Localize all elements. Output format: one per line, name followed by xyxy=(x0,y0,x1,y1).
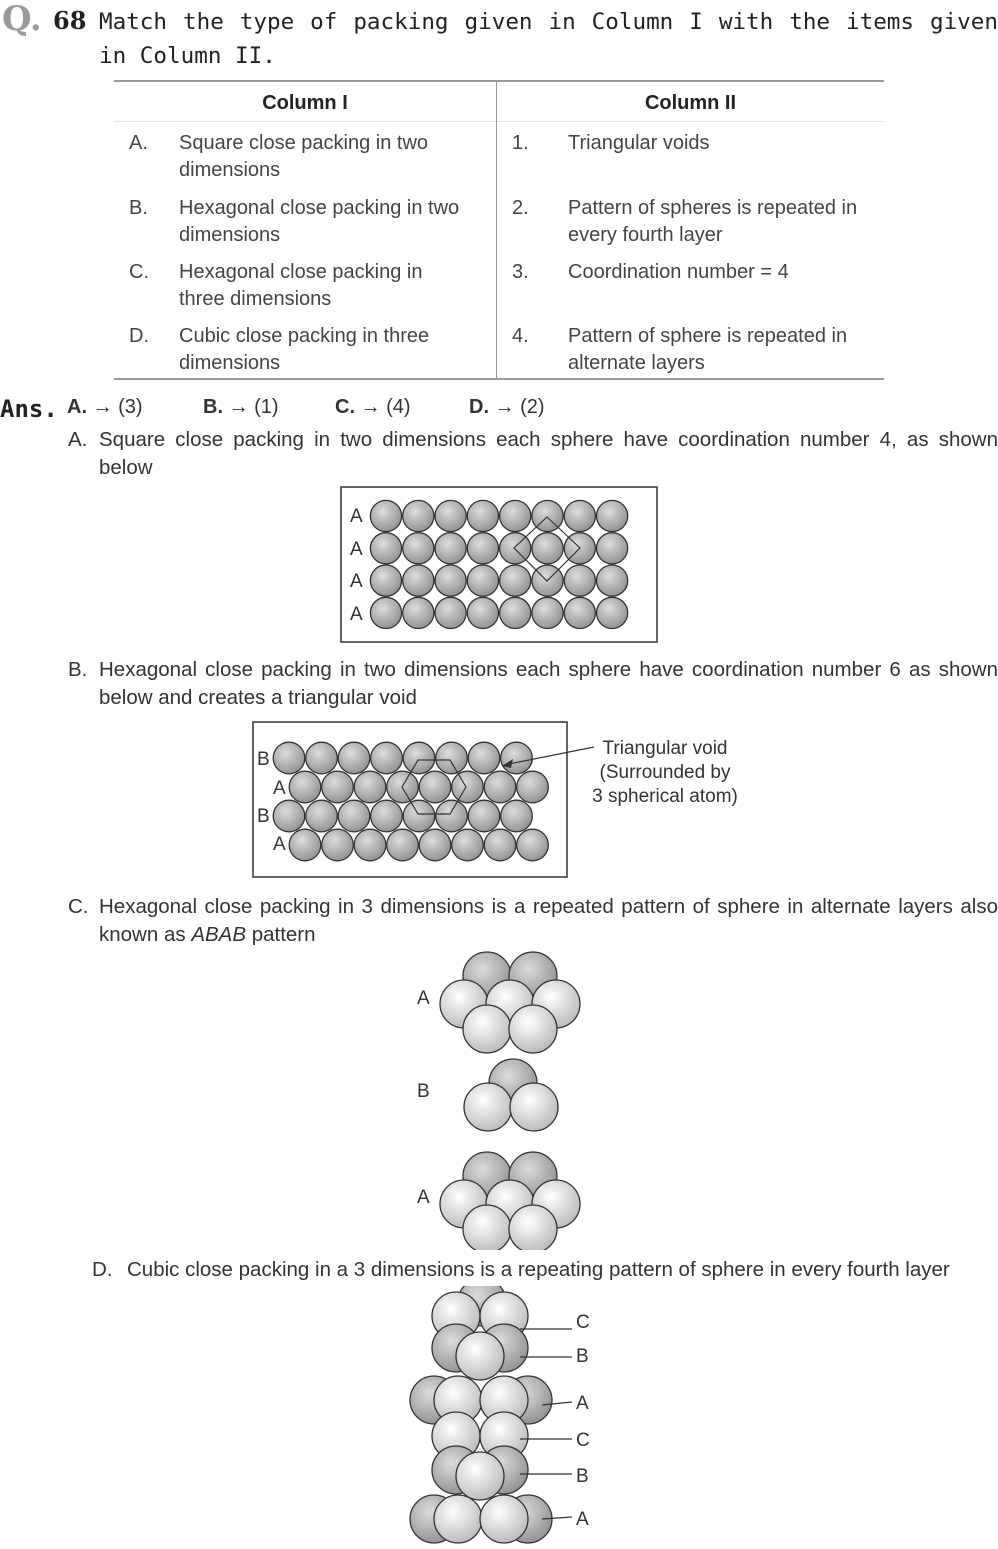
sphere xyxy=(564,500,595,531)
sphere xyxy=(532,597,563,628)
question-marker: Q. xyxy=(2,0,42,39)
answer-label: Ans. xyxy=(0,395,58,423)
sphere xyxy=(338,800,370,832)
answer-value: → (3) xyxy=(92,396,143,418)
sphere xyxy=(532,533,563,564)
column-1-key: D. xyxy=(129,325,149,347)
sphere xyxy=(435,597,466,628)
layer-label: C xyxy=(576,1312,590,1333)
sphere xyxy=(467,533,498,564)
sphere xyxy=(597,565,628,596)
column-2-key: 4. xyxy=(512,325,529,347)
question-text: Match the type of packing given in Column I with the items given in Column II. xyxy=(99,9,998,69)
column-2-text: Triangular voids xyxy=(568,132,710,154)
answer-item xyxy=(67,396,143,419)
sphere xyxy=(500,565,531,596)
table-bottom-rule xyxy=(114,378,884,380)
sphere xyxy=(338,742,370,774)
column-2-key: 2. xyxy=(512,197,529,219)
sphere xyxy=(289,771,321,803)
column-1-header: Column I xyxy=(262,92,348,114)
answer-key: C. xyxy=(335,396,355,418)
sphere xyxy=(597,597,628,628)
explanation-b-key: B. xyxy=(68,658,88,681)
sphere xyxy=(435,500,466,531)
layer-label: B xyxy=(576,1466,589,1487)
layer-label: A xyxy=(417,988,430,1009)
sphere xyxy=(370,533,401,564)
sphere xyxy=(403,597,434,628)
layer-label: B xyxy=(576,1346,589,1367)
column-2-key: 1. xyxy=(512,132,529,154)
column-1-text: Cubic close packing in three dimensions xyxy=(179,325,430,374)
row-label: A xyxy=(350,571,363,592)
explanation-c-pattern: ABAB xyxy=(191,923,247,946)
column-2-text: Pattern of sphere is repeated in alternate layers xyxy=(568,325,848,374)
sphere xyxy=(500,597,531,628)
column-2-key: 3. xyxy=(512,261,529,283)
sphere xyxy=(467,565,498,596)
callout-text: (Surrounded by xyxy=(599,762,731,783)
sphere xyxy=(597,500,628,531)
explanation-c-text xyxy=(99,893,998,949)
sphere xyxy=(468,742,500,774)
explanation-c-text-end: pattern xyxy=(246,923,316,946)
answer-item xyxy=(469,396,545,419)
explanation-b-text: Hexagonal close packing in two dimensions each sphere have coordination number 6 as shown below and creates a triangular void xyxy=(99,658,998,709)
question-number: 68 xyxy=(53,6,87,35)
sphere xyxy=(371,800,403,832)
sphere xyxy=(354,829,386,861)
sphere xyxy=(484,771,516,803)
sphere xyxy=(509,1205,557,1250)
row-label: B xyxy=(257,749,270,770)
sphere xyxy=(306,742,338,774)
sphere xyxy=(403,742,435,774)
sphere xyxy=(419,771,451,803)
explanation-d-text: Cubic close packing in a 3 dimensions is a repeating pattern of sphere in every fourth layer xyxy=(127,1258,950,1281)
answer-value: → (4) xyxy=(360,396,411,418)
square-packing-figure xyxy=(340,486,658,643)
sphere xyxy=(354,771,386,803)
sphere xyxy=(370,597,401,628)
sphere xyxy=(464,1083,512,1131)
sphere xyxy=(467,500,498,531)
row-label: A xyxy=(273,834,286,855)
table-header-rule xyxy=(114,121,884,122)
sphere xyxy=(370,500,401,531)
sphere xyxy=(434,1495,482,1543)
sphere xyxy=(467,597,498,628)
sphere xyxy=(322,829,354,861)
sphere xyxy=(273,742,305,774)
sphere xyxy=(403,565,434,596)
ccp-3d-figure xyxy=(400,1286,610,1549)
sphere xyxy=(463,1005,511,1053)
answer-key: D. xyxy=(469,396,489,418)
column-1-key: C. xyxy=(129,261,149,283)
sphere xyxy=(597,533,628,564)
sphere xyxy=(436,742,468,774)
sphere xyxy=(273,800,305,832)
sphere xyxy=(510,1083,558,1131)
row-label: A xyxy=(350,506,363,527)
column-2-text: Coordination number = 4 xyxy=(568,261,789,283)
sphere xyxy=(501,800,533,832)
sphere xyxy=(456,1332,504,1380)
sphere xyxy=(371,742,403,774)
sphere xyxy=(456,1452,504,1500)
sphere xyxy=(403,500,434,531)
layer-label: A xyxy=(417,1187,430,1208)
row-label: A xyxy=(350,539,363,560)
answer-key: A. xyxy=(67,396,87,418)
column-1-text: Square close packing in two dimensions xyxy=(179,132,429,181)
column-2-header: Column II xyxy=(644,92,737,114)
layer-label: C xyxy=(576,1430,590,1451)
layer-label: B xyxy=(417,1081,430,1102)
table-column-divider xyxy=(496,82,497,378)
sphere xyxy=(501,742,533,774)
row-label: A xyxy=(350,604,363,625)
explanation-a-key: A. xyxy=(68,428,88,451)
sphere xyxy=(509,1005,557,1053)
column-1-key: B. xyxy=(129,197,148,219)
sphere xyxy=(452,829,484,861)
sphere xyxy=(564,565,595,596)
sphere xyxy=(436,800,468,832)
explanation-c-text-start: Hexagonal close packing in 3 dimensions is a repeated pattern of sphere in alternate layers also known as xyxy=(99,895,998,946)
sphere xyxy=(387,829,419,861)
sphere xyxy=(306,800,338,832)
answer-item xyxy=(203,396,279,419)
hexagonal-packing-figure xyxy=(252,721,752,881)
sphere xyxy=(564,597,595,628)
layer-label: A xyxy=(576,1509,589,1530)
answer-value: → (2) xyxy=(494,396,545,418)
callout-text: Triangular void xyxy=(602,738,728,759)
sphere xyxy=(463,1205,511,1250)
match-table xyxy=(114,80,884,381)
row-label: A xyxy=(273,778,286,799)
table-top-rule xyxy=(114,80,884,82)
sphere xyxy=(289,829,321,861)
sphere xyxy=(435,565,466,596)
sphere xyxy=(370,565,401,596)
sphere xyxy=(480,1495,528,1543)
explanation-a-text: Square close packing in two dimensions each sphere have coordination number 4, as shown below xyxy=(99,428,998,479)
row-label: B xyxy=(257,806,270,827)
layer-label: A xyxy=(576,1393,589,1414)
column-1-text: Hexagonal close packing in two dimensions xyxy=(179,197,460,246)
sphere xyxy=(322,771,354,803)
answer-item xyxy=(335,396,411,419)
sphere xyxy=(403,533,434,564)
hcp-3d-figure xyxy=(400,945,600,1250)
sphere xyxy=(517,829,549,861)
explanation-c-key: C. xyxy=(68,895,89,918)
sphere xyxy=(468,800,500,832)
sphere xyxy=(452,771,484,803)
sphere xyxy=(500,500,531,531)
answer-key: B. xyxy=(203,396,223,418)
sphere xyxy=(484,829,516,861)
sphere xyxy=(403,800,435,832)
answer-value: → (1) xyxy=(228,396,279,418)
column-1-text: Hexagonal close packing in three dimensions xyxy=(179,261,423,310)
callout-text: 3 spherical atom) xyxy=(592,786,738,807)
explanation-d-key: D. xyxy=(92,1258,113,1281)
sphere xyxy=(435,533,466,564)
sphere xyxy=(419,829,451,861)
column-1-key: A. xyxy=(129,132,148,154)
sphere xyxy=(517,771,549,803)
column-2-text: Pattern of spheres is repeated in every fourth layer xyxy=(568,197,858,246)
